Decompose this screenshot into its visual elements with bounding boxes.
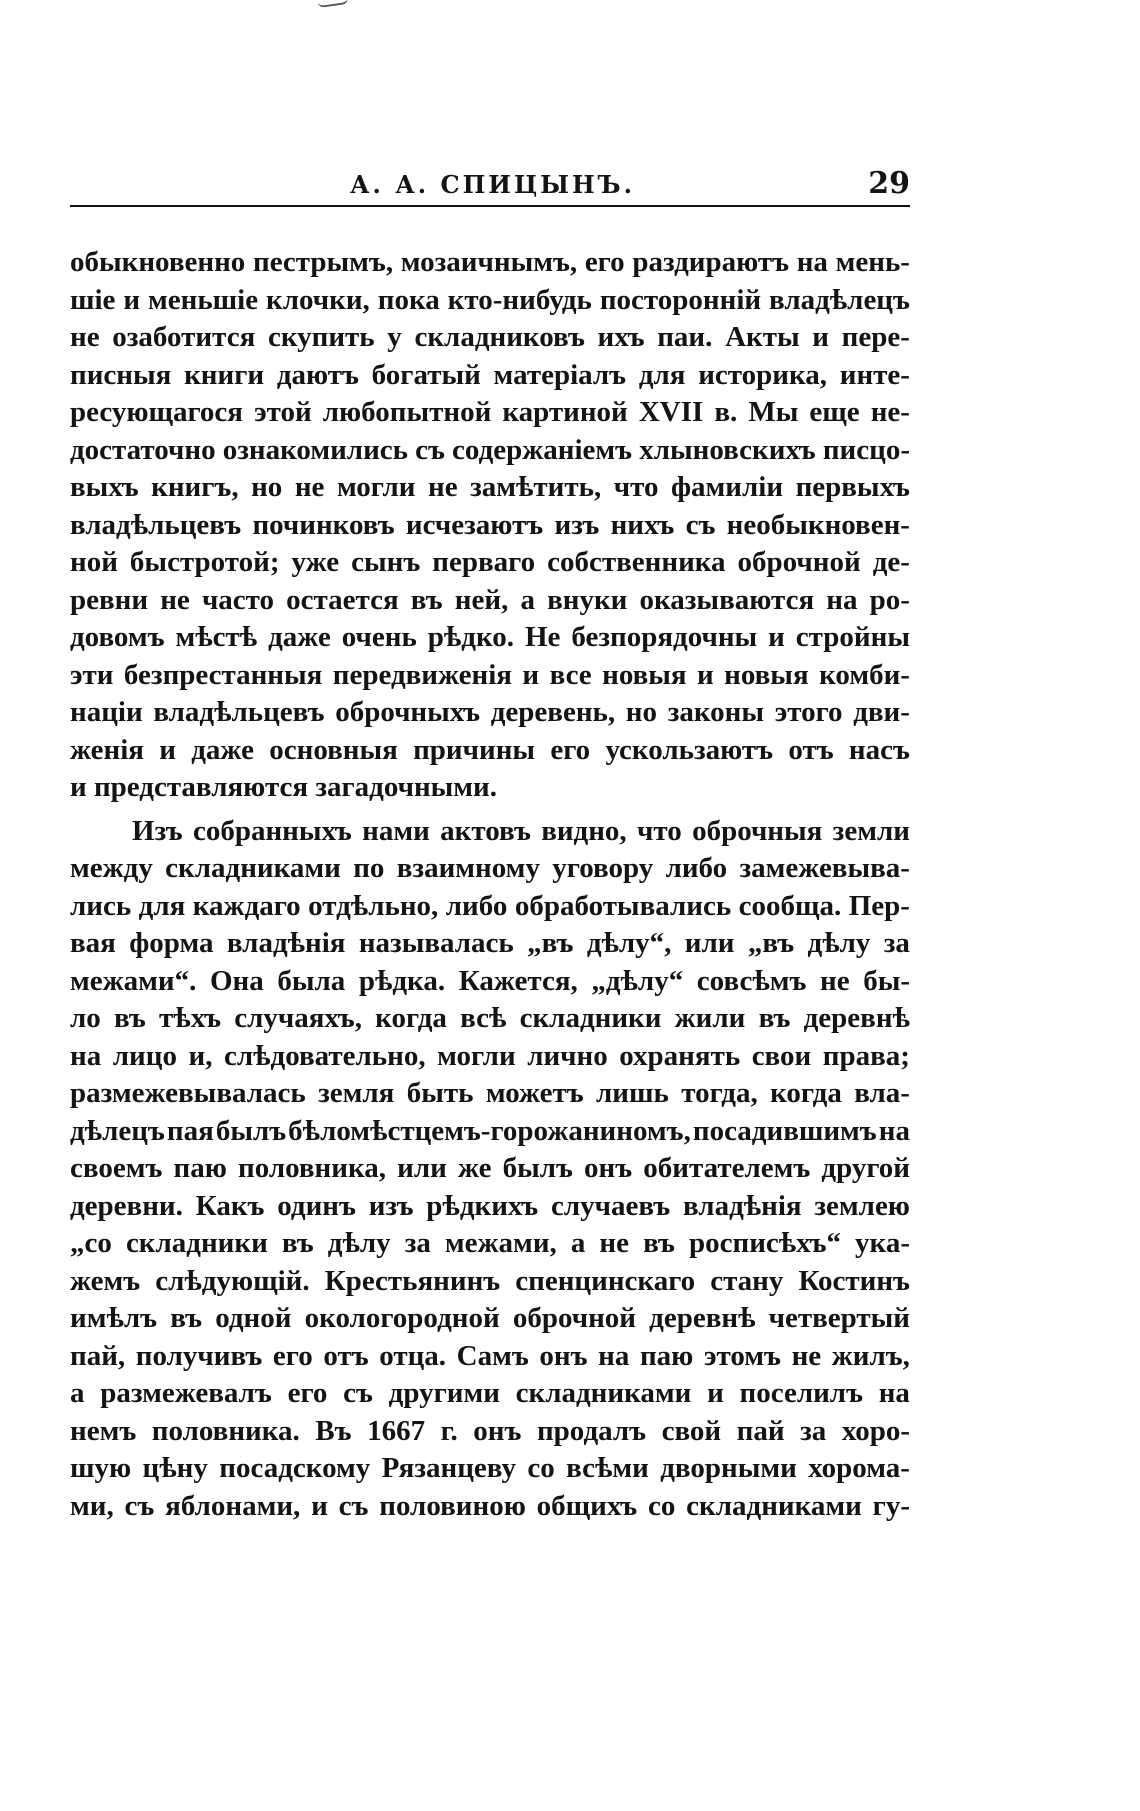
text-line: довомъ мѣстѣ даже очень рѣдко. Не безпорядочны и стройны [70, 621, 910, 653]
text-line: шую цѣну посадскому Рязанцеву со всѣми дворными хорома- [70, 1452, 910, 1484]
text-line: имѣлъ въ одной окологородной оброчной деревнѣ четвертый [70, 1302, 910, 1334]
header-rule [70, 205, 910, 207]
body-text [70, 244, 910, 1525]
text-line: своемъ паю половника, или же былъ онъ обитателемъ другой [70, 1152, 910, 1184]
text-line: ресующагося этой любопытной картиной XVII в. Мы еще не- [70, 396, 910, 428]
text-line: шіе и меньшіе клочки, пока кто-нибудь посторонній владѣлецъ [70, 283, 910, 316]
text-line: ревни не часто остается въ ней, а внуки оказываются на ро- [70, 583, 910, 616]
text-line: дѣлецъ пая былъ бѣломѣстцемъ-горожаниномъ, посадившимъ на [70, 1114, 910, 1147]
text-line: достаточно ознакомились съ содержаніемъ хлыновскихъ писцо- [70, 433, 910, 466]
text-line: писныя книги даютъ богатый матеріалъ для историка, инте- [70, 358, 910, 391]
text-line: націи владѣльцевъ оброчныхъ деревень, но законы этого дви- [70, 696, 910, 728]
text-line: обыкновенно пестрымъ, мозаичнымъ, его раздираютъ на мень- [70, 246, 910, 278]
running-head: А. А. СПИЦЫНЪ. [350, 170, 635, 199]
text-line: вая форма владѣнія называлась „въ дѣлу“, или „въ дѣлу за [70, 927, 910, 959]
ink-mark [318, 0, 349, 8]
text-line: Изъ собранныхъ нами актовъ видно, что оброчныя земли [132, 814, 910, 847]
text-line: и представляются загадочными. [70, 771, 498, 803]
text-line: между складниками по взаимному уговору либо замежевыва- [70, 852, 910, 884]
text-line: деревни. Какъ одинъ изъ рѣдкихъ случаевъ владѣнія землею [70, 1189, 910, 1222]
text-line: эти безпрестанныя передвиженія и все новыя и новыя комби- [70, 658, 910, 691]
paragraph [70, 813, 910, 1526]
page-number: 29 [868, 166, 910, 201]
text-line: ми, съ яблонами, и съ половиною общихъ со складниками гу- [70, 1489, 910, 1522]
text-line: „со складники въ дѣлу за межами, а не въ росписѣхъ“ ука- [70, 1227, 910, 1259]
text-line: немъ половника. Въ 1667 г. онъ продалъ свой пай за хоро- [70, 1414, 910, 1447]
text-line: лись для каждаго отдѣльно, либо обработывались сообща. Пер- [70, 889, 910, 922]
text-line: выхъ книгъ, но не могли не замѣтить, что фамиліи первыхъ [70, 471, 910, 503]
text-line: пай, получивъ его отъ отца. Самъ онъ на паю этомъ не жилъ, [70, 1339, 910, 1372]
text-line: владѣльцевъ починковъ исчезаютъ изъ нихъ съ необыкновен- [70, 508, 910, 541]
text-line: размежевывалась земля быть можетъ лишь тогда, когда вла- [70, 1077, 910, 1109]
text-line: не озаботится скупить у складниковъ ихъ паи. Акты и пере- [70, 321, 910, 353]
paragraph [70, 244, 910, 807]
page-header [70, 166, 910, 206]
text-line: ло въ тѣхъ случаяхъ, когда всѣ складники жили въ деревнѣ [70, 1002, 910, 1034]
text-line: ной быстротой; уже сынъ перваго собственника оброчной де- [70, 546, 910, 578]
text-line: а размежевалъ его съ другими складниками и поселилъ на [70, 1377, 910, 1409]
text-line: женія и даже основныя причины его ускользаютъ отъ насъ [70, 733, 910, 766]
text-line: межами“. Она была рѣдка. Кажется, „дѣлу“ совсѣмъ не бы- [70, 964, 910, 997]
text-line: жемъ слѣдующій. Крестьянинъ спенцинскаго стану Костинъ [70, 1264, 910, 1297]
text-line: на лицо и, слѣдовательно, могли лично охранять свои права; [70, 1039, 910, 1072]
